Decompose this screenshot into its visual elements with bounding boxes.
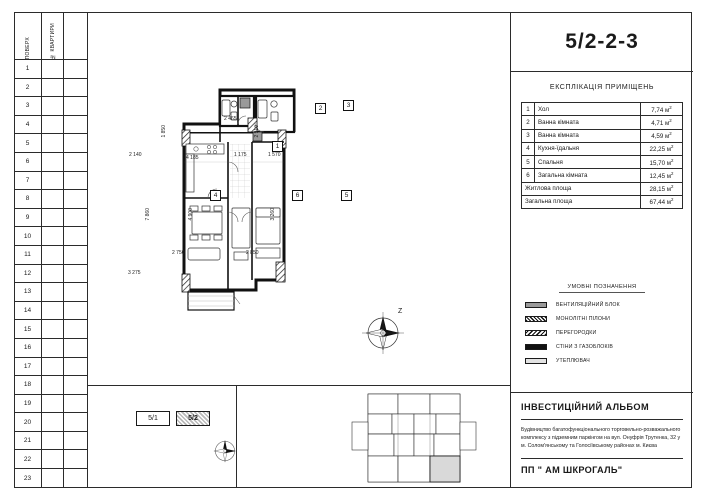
- apartment-cell: [42, 450, 64, 468]
- floor-number: 9: [14, 209, 42, 227]
- dimension-label: 4 900: [188, 208, 194, 221]
- floor-number: 11: [14, 246, 42, 264]
- floor-number: 5: [14, 134, 42, 152]
- apartment-cell: [42, 283, 64, 301]
- floor-row[interactable]: [14, 134, 87, 153]
- explication-header: ЕКСПЛІКАЦІЯ ПРИМІЩЕНЬ: [549, 84, 655, 91]
- dimension-label: 3 260: [270, 208, 276, 221]
- floor-cell: [64, 227, 88, 245]
- room-area: 7,74 $м^2$: [641, 103, 683, 116]
- room-area: 4,59 $м^2$: [641, 129, 683, 142]
- floor-number: 15: [14, 320, 42, 338]
- legend-label: УТЕПЛЮВАЧ: [556, 358, 590, 364]
- floor-row[interactable]: [14, 209, 87, 228]
- floor-number: 14: [14, 302, 42, 320]
- floor-cell: [64, 395, 88, 413]
- total-name: Загальна площа: [522, 195, 641, 208]
- floor-row[interactable]: [14, 413, 87, 432]
- company-name: ПП " АМ ШКРОГАЛЬ": [521, 458, 683, 475]
- compass-north-label: Z: [398, 308, 403, 315]
- key-plan: [338, 392, 466, 480]
- apartment-cell: [42, 358, 64, 376]
- floor-row[interactable]: [14, 172, 87, 191]
- floor-header-label-1: ПОВЕРХ: [24, 36, 31, 59]
- legend-swatch-icon: [525, 344, 547, 350]
- room-number-5: 5: [341, 190, 352, 201]
- legend-item: [525, 302, 679, 308]
- floor-number: 10: [14, 227, 42, 245]
- room-name: Ванна кімната: [535, 116, 641, 129]
- apartment-code: 5/2-2-3: [565, 29, 639, 53]
- room-name: Спальня: [535, 156, 641, 169]
- apartment-cell: [42, 153, 64, 171]
- floor-cell: [64, 134, 88, 152]
- apartment-cell: [42, 395, 64, 413]
- apartment-cell: [42, 432, 64, 450]
- room-area: 22,25 $м^2$: [641, 142, 683, 155]
- compass-rose-section: [208, 434, 248, 474]
- floor-number: 1: [14, 60, 42, 78]
- room-index: 5: [522, 156, 535, 169]
- floor-column-header-2: [42, 12, 64, 59]
- total-area: 67,44 $м^2$: [641, 195, 683, 208]
- legend-label: СТІНИ З ГАЗОБЛОКІВ: [556, 344, 614, 350]
- apartment-cell: [42, 339, 64, 357]
- dimension-label: 2 910: [254, 125, 260, 138]
- floor-number: 4: [14, 116, 42, 134]
- dimension-label: 2 850: [246, 250, 259, 256]
- floor-number: 18: [14, 376, 42, 394]
- floor-number: 17: [14, 358, 42, 376]
- floor-number: 6: [14, 153, 42, 171]
- floor-row[interactable]: [14, 60, 87, 79]
- floor-column-header-1: [14, 12, 42, 59]
- floor-cell: [64, 172, 88, 190]
- total-area: 28,15 $м^2$: [641, 182, 683, 195]
- legend-item: [525, 316, 679, 322]
- dimension-label: 1 570: [268, 152, 281, 158]
- explication-row: [522, 116, 683, 129]
- explication-row: [522, 103, 683, 116]
- dimension-label: 2 140: [129, 152, 142, 158]
- floor-row[interactable]: [14, 79, 87, 98]
- floor-row[interactable]: [14, 227, 87, 246]
- room-index: 2: [522, 116, 535, 129]
- floor-cell: [64, 209, 88, 227]
- floor-cell: [64, 339, 88, 357]
- apartment-cell: [42, 209, 64, 227]
- legend-item: [525, 344, 679, 350]
- dimension-label: 1 175: [234, 152, 247, 158]
- apartment-cell: [42, 79, 64, 97]
- explication-row: [522, 142, 683, 155]
- floor-row[interactable]: [14, 432, 87, 451]
- floor-cell: [64, 469, 88, 488]
- floor-number: 12: [14, 265, 42, 283]
- floor-row[interactable]: [14, 302, 87, 321]
- room-index: 3: [522, 129, 535, 142]
- floor-rows: [14, 60, 87, 488]
- title-panel: [510, 12, 692, 488]
- floor-cell: [64, 153, 88, 171]
- floor-number: 23: [14, 469, 42, 488]
- floor-row[interactable]: [14, 190, 87, 209]
- floor-cell: [64, 358, 88, 376]
- apartment-code-box: [511, 12, 693, 72]
- apartment-cell: [42, 302, 64, 320]
- apartment-cell: [42, 413, 64, 431]
- room-number-3: 3: [343, 100, 354, 111]
- legend-section: [511, 284, 693, 372]
- dimension-label: 3 275: [128, 270, 141, 276]
- floor-row[interactable]: [14, 153, 87, 172]
- apartment-cell: [42, 172, 64, 190]
- floor-cell: [64, 265, 88, 283]
- floor-number: 2: [14, 79, 42, 97]
- legend-swatch-icon: [525, 302, 547, 308]
- floor-number: 16: [14, 339, 42, 357]
- section-badges: [136, 411, 210, 426]
- legend-swatch-icon: [525, 358, 547, 364]
- floor-row[interactable]: [14, 265, 87, 284]
- legend-label: МОНОЛІТНІ ПІЛОНИ: [556, 316, 611, 322]
- apartment-cell: [42, 97, 64, 115]
- apartment-cell: [42, 320, 64, 338]
- dimension-label: 4 185: [186, 155, 199, 161]
- floor-cell: [64, 97, 88, 115]
- investment-album-box: [511, 392, 693, 488]
- apartment-cell: [42, 190, 64, 208]
- floor-cell: [64, 116, 88, 134]
- floor-number: 3: [14, 97, 42, 115]
- apartment-cell: [42, 469, 64, 488]
- floor-cell: [64, 432, 88, 450]
- explication-total-row: [522, 182, 683, 195]
- room-index: 6: [522, 169, 535, 182]
- apartment-cell: [42, 134, 64, 152]
- investment-album-title: ІНВЕСТИЦІЙНИЙ АЛЬБОМ: [521, 402, 683, 420]
- floor-row[interactable]: [14, 339, 87, 358]
- legend-label: ПЕРЕГОРОДКИ: [556, 330, 597, 336]
- floor-number: 7: [14, 172, 42, 190]
- floor-header-label-2: № КВАРТИРИ: [49, 22, 56, 59]
- floor-cell: [64, 60, 88, 78]
- floor-row[interactable]: [14, 116, 87, 135]
- legend-item: [525, 330, 679, 336]
- explication-row: [522, 129, 683, 142]
- floor-cell: [64, 302, 88, 320]
- floor-cell: [64, 376, 88, 394]
- room-number-2: 2: [315, 103, 326, 114]
- floor-column-header-3: [64, 12, 88, 59]
- room-index: 4: [522, 142, 535, 155]
- explication-total-row: [522, 195, 683, 208]
- room-name: Ванна кімната: [535, 129, 641, 142]
- floor-row[interactable]: [14, 320, 87, 339]
- explication-table: [521, 102, 683, 209]
- room-index: 1: [522, 103, 535, 116]
- apartment-cell: [42, 60, 64, 78]
- dimension-label: 1 850: [161, 125, 167, 138]
- legend-swatch-icon: [525, 330, 547, 336]
- legend-label: ВЕНТИЛЯЦІЙНИЙ БЛОК: [556, 302, 620, 308]
- room-name: Хол: [535, 103, 641, 116]
- room-number-4: 4: [210, 190, 221, 201]
- floor-cell: [64, 320, 88, 338]
- apartment-cell: [42, 265, 64, 283]
- floor-number: 19: [14, 395, 42, 413]
- total-name: Житлова площа: [522, 182, 641, 195]
- bottom-strip: [88, 385, 510, 488]
- floor-cell: [64, 283, 88, 301]
- apartment-cell: [42, 227, 64, 245]
- compass-rose-plan: [360, 308, 403, 350]
- explication-row: [522, 169, 683, 182]
- floor-cell: [64, 190, 88, 208]
- project-description: Будівництво багатофункціонального торговельно-розважального комплексу з підземним паркінгом на вул. Онуфрія Трутенка, 32 у м. Солом'янському та Голосіївському районах м. Києва: [521, 427, 681, 450]
- floor-number: 20: [14, 413, 42, 431]
- legend-item: [525, 358, 679, 364]
- floor-row[interactable]: [14, 358, 87, 377]
- section-badge-left[interactable]: 5/1: [136, 411, 170, 426]
- room-name: Кухня-їдальня: [535, 142, 641, 155]
- floor-row[interactable]: [14, 469, 87, 488]
- floor-number: 22: [14, 450, 42, 468]
- floor-number: 21: [14, 432, 42, 450]
- floor-row[interactable]: [14, 283, 87, 302]
- floor-row[interactable]: [14, 376, 87, 395]
- floor-cell: [64, 246, 88, 264]
- apartment-cell: [42, 246, 64, 264]
- legend-swatch-icon: [525, 316, 547, 322]
- room-name: Загальна кімната: [535, 169, 641, 182]
- floor-row[interactable]: [14, 450, 87, 469]
- explication-section: [511, 72, 693, 217]
- room-area: 15,70 $м^2$: [641, 156, 683, 169]
- room-number-6: 6: [292, 190, 303, 201]
- legend-items: [525, 302, 679, 364]
- floor-number: 13: [14, 283, 42, 301]
- apartment-cell: [42, 116, 64, 134]
- room-number-1: 1: [272, 141, 283, 152]
- section-badge-right[interactable]: 5/2: [176, 411, 210, 426]
- floor-cell: [64, 79, 88, 97]
- floor-plan-area: [88, 12, 510, 385]
- room-area: 4,71 $м^2$: [641, 116, 683, 129]
- room-area: 12,45 $м^2$: [641, 169, 683, 182]
- dimension-label: 2 750: [172, 250, 185, 256]
- dimension-label: 7 860: [145, 208, 151, 221]
- legend-title: УМОВНІ ПОЗНАЧЕННЯ: [559, 284, 645, 293]
- floor-cell: [64, 413, 88, 431]
- floor-table-header: [14, 12, 87, 60]
- floor-row[interactable]: [14, 246, 87, 265]
- floor-number: 8: [14, 190, 42, 208]
- dimension-label: 2 465: [224, 116, 237, 122]
- explication-row: [522, 156, 683, 169]
- floor-index-table: [14, 12, 88, 488]
- bottom-strip-divider: [236, 385, 237, 488]
- floor-cell: [64, 450, 88, 468]
- floor-row[interactable]: [14, 97, 87, 116]
- apartment-cell: [42, 376, 64, 394]
- floor-row[interactable]: [14, 395, 87, 414]
